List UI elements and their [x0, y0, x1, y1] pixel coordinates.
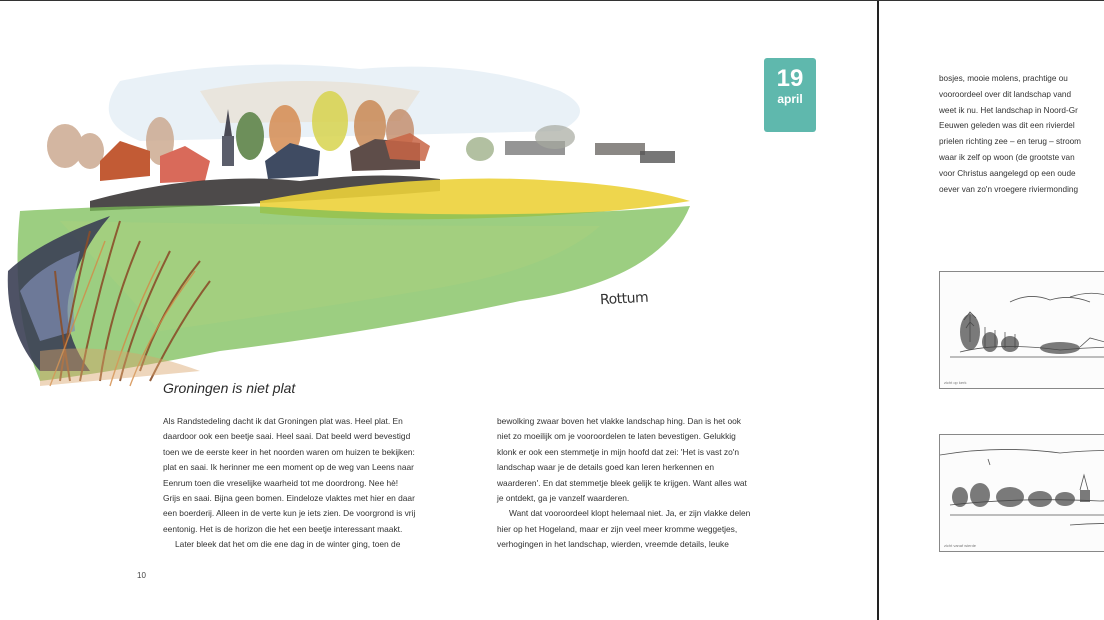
right-page: [879, 1, 1104, 620]
date-badge: [764, 58, 816, 132]
text-line: prielen richting zee – en terug – stroom: [939, 137, 1081, 147]
text-line: daardoor ook een beetje saai. Heel saai. Dat beeld werd bevestigd: [163, 431, 411, 442]
text-line: weet ik nu. Het landschap in Noord-Gr: [939, 105, 1078, 115]
text-line: voor Christus aangelegd op een oude: [939, 168, 1076, 178]
text-line: Als Randstedeling dacht ik dat Groningen plat was. Heel plat. En: [163, 416, 403, 426]
text-line: hier op het Hogeland, maar er zijn veel meer kromme weggetjes,: [497, 523, 738, 534]
text-line: Eeuwen geleden was dit een rivierdel: [939, 121, 1075, 131]
text-line: verhogingen in het landschap, wierden, vreemde details, leuke: [497, 539, 729, 550]
text-line: Eenrum toen die vreselijke waarheid tot me doordrong. Nee hè!: [163, 477, 399, 488]
text-line: klonk er ook een stemmetje in mijn hoofd dat zei: 'Het is vast zo'n: [497, 446, 739, 457]
text-line: waar ik zelf op woon (de grootste van: [939, 152, 1075, 162]
text-line: eentonig. Het is de horizon die het een beetje interessant maakt.: [163, 523, 403, 534]
text-line: toen we de eerste keer in het noorden waren om huizen te bekijken:: [163, 446, 415, 457]
place-label: Rottum: [599, 289, 649, 309]
sketch-1-drawing: [940, 272, 1104, 390]
sketch-caption: zicht vanaf wierde: [944, 543, 977, 548]
page-number: 10: [137, 571, 146, 580]
text-line: landschap waar je de details goed kan leren herkennen en: [497, 462, 714, 473]
text-line: Grijs en saai. Bijna geen bomen. Eindeloze vlaktes met hier en daar: [163, 493, 415, 504]
left-page: [0, 1, 878, 620]
text-line: bosjes, mooie molens, prachtige ou: [939, 74, 1068, 83]
text-line: Later bleek dat het om die ene dag in de winter ging, toen de: [175, 539, 401, 550]
text-line: Want dat vooroordeel klopt helemaal niet. Ja, er zijn vlakke delen: [509, 508, 751, 519]
landscape-illustration: [0, 51, 700, 391]
date-month: april: [777, 92, 803, 106]
text-line: plat en saai. Ik herinner me een moment op de weg van Leens naar: [163, 462, 414, 473]
text-line: waarderen'. En dat stemmetje bleek gelijk te krijgen. Want alles wat: [497, 477, 747, 488]
text-line: vooroordeel over dit landschap vand: [939, 89, 1071, 99]
sketch-caption: zicht op kerk: [944, 380, 967, 385]
pencil-sketch-2: [939, 434, 1104, 552]
right-text-column: [939, 71, 1104, 197]
text-line: oever van zo'n vroegere riviermonding: [939, 184, 1079, 194]
chapter-title: Groningen is niet plat: [163, 380, 296, 396]
text-line: niet zo moeilijk om je vooroordelen te laten bevestigen. Gelukkig: [497, 431, 736, 442]
date-day: 19: [776, 65, 804, 92]
sketch-2-drawing: [940, 435, 1104, 553]
text-line: bewolking zwaar boven het vlakke landschap hing. Dan is het ook: [497, 416, 741, 426]
text-line: je ontdekt, ga je vanzelf waarderen.: [497, 493, 630, 504]
pencil-sketch-1: [939, 271, 1104, 389]
text-column-1: [163, 414, 475, 553]
text-line: een boerderij. Alleen in de verte kun je iets zien. De voorgrond is vrij: [163, 508, 416, 519]
text-column-2: [497, 414, 802, 553]
